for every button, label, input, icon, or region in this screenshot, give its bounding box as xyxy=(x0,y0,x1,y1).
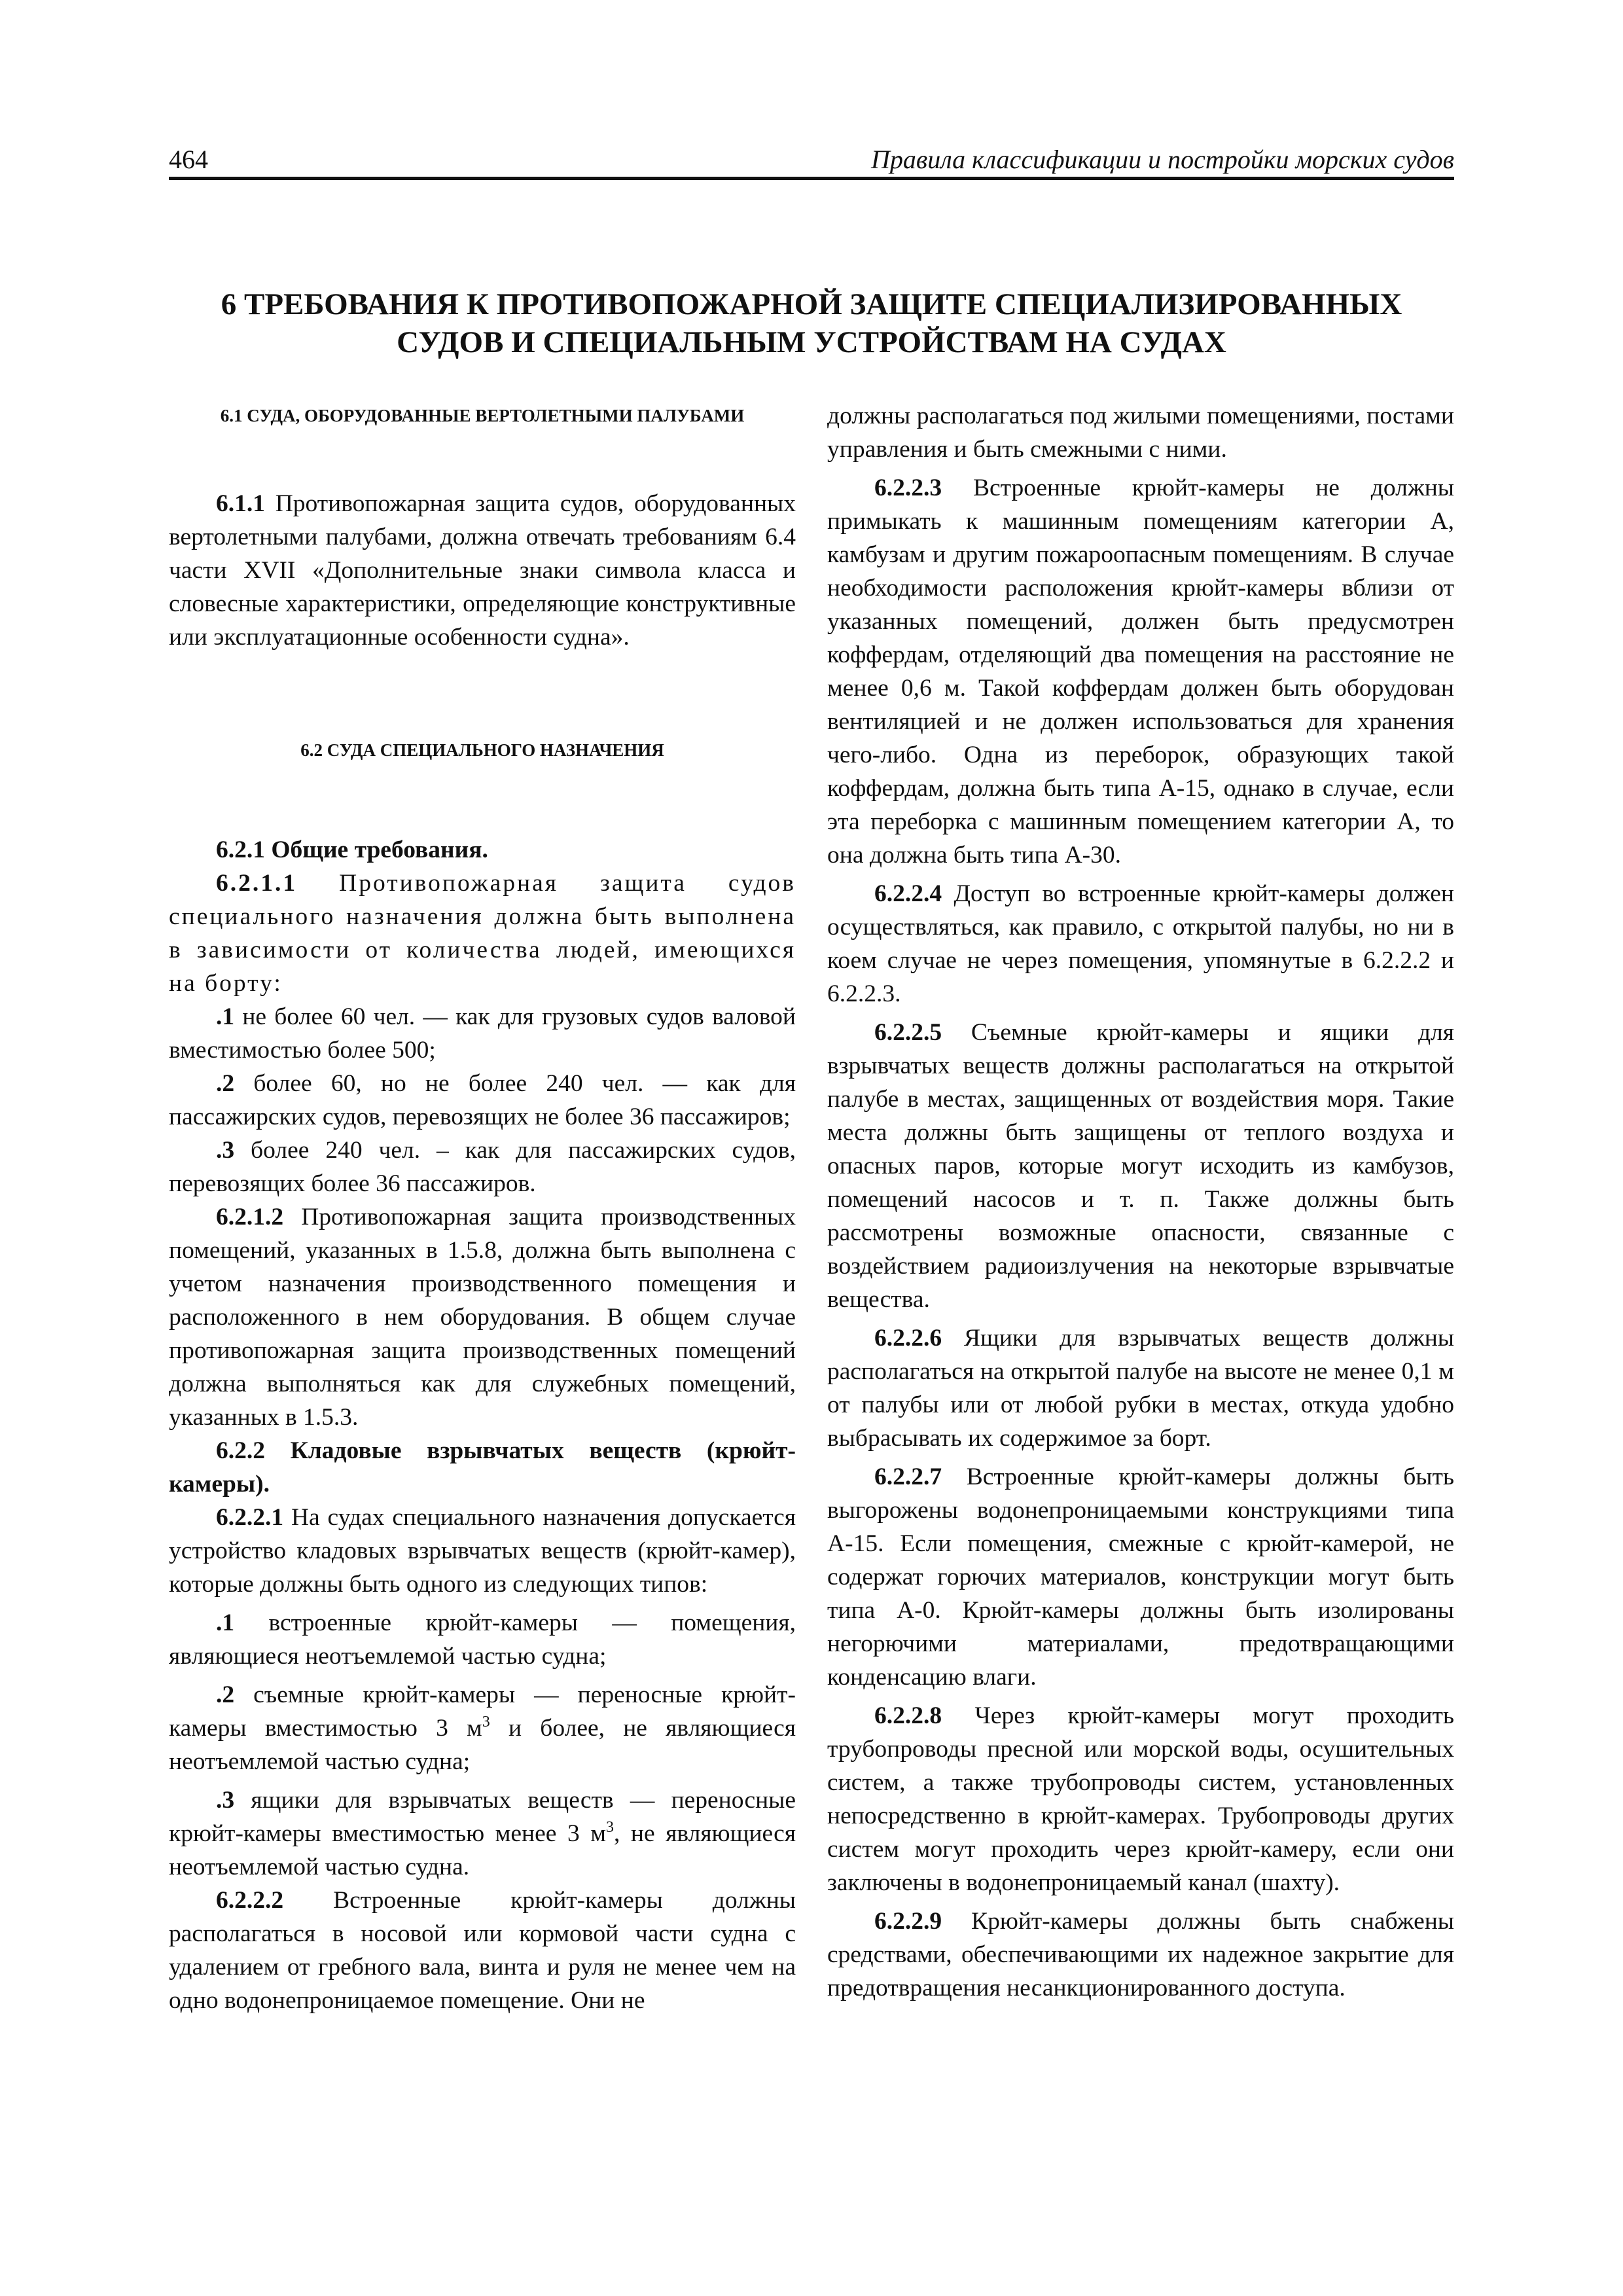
clause-number: 6.2.2.1 xyxy=(216,1504,284,1531)
paragraph-6-2-2-5 xyxy=(827,1016,1454,1316)
clause-number: 6.2.2.8 xyxy=(874,1702,942,1729)
paragraph-6-2-2-6 xyxy=(827,1321,1454,1455)
item-text: ящики для взрывчатых веществ — переносные крюйт-камеры вместимостью менее 3 м xyxy=(169,1787,796,1847)
clause-text: Встроенные крюйт-камеры не должны примыкать к машинным помещениям категории А, камбузам и другим пожароопасным помещениям. В случае необходимости расположения крюйт-камеры вблизи от указанных помещений, должен быть предусмотрен коффердам, отделяющий два помещения на расстояние не менее 0,6 м. Такой коффердам должен быть оборудован вентиляцией и не должен использоваться для хранения чего-либо. Одна из переборок, образующих такой коффердам, должна быть типа А-15, однако в случае, если эта переборка с машинным помещением категории А, то она должна быть типа А-30. xyxy=(827,475,1454,869)
header-rule xyxy=(169,177,1454,180)
paragraph-6-2-1-2 xyxy=(169,1200,796,1434)
subsection-6-2-1: 6.2.1 Общие требования. xyxy=(216,836,488,863)
paragraph-6-2-2-1 xyxy=(169,1501,796,1601)
item-text: и более, не являющиеся неотъемлемой частью судна; xyxy=(169,1715,796,1775)
clause-number: 6.2.2.7 xyxy=(874,1463,942,1490)
clause-text: Противопожарная защита судов специального назначения должна быть выполнена в зависимости от количества людей, имеющихся на борту: xyxy=(169,870,796,997)
paragraph-6-2-2-7 xyxy=(827,1460,1454,1694)
list-item xyxy=(169,1067,796,1134)
item-number: .1 xyxy=(216,1003,235,1030)
page-number: 464 xyxy=(169,145,208,174)
item-text: съемные крюйт-камеры — переносные крюйт-камеры вместимостью 3 м xyxy=(169,1681,796,1742)
clause-text: Съемные крюйт-камеры и ящики для взрывчатых веществ должны располагаться на открытой палубе в местах, защищенных от воздействия моря. Такие места должны быть защищены от теплого воздуха и опасных паров, которые могут исходить из камбузов, помещений насосов и т. п. Также должны быть рассмотрены возможные опасности, связанные с воздействием радиоизлучения на некоторые взрывчатые вещества. xyxy=(827,1019,1454,1313)
clause-text: Встроенные крюйт-камеры должны быть выгорожены водонепроницаемыми конструкциями типа А-15. Если помещения, смежные с крюйт-камерой, не содержат горючих материалов, конструкции могут быть типа А-0. Крюйт-камеры должны быть изолированы негорючими материалами, предотвращающими конденсацию влаги. xyxy=(827,1463,1454,1691)
item-number: .2 xyxy=(216,1681,235,1708)
left-column xyxy=(169,399,796,2017)
clause-number: 6.2.1.1 xyxy=(216,870,298,897)
clause-text: Через крюйт-камеры могут проходить трубопроводы пресной или морской воды, осушительных систем, а также трубопроводы систем, установленных непосредственно в крюйт-камерах. Трубопроводы других систем могут проходить через крюйт-камеру, если они заключены в водонепроницаемый канал (шахту). xyxy=(827,1702,1454,1896)
paragraph-6-2-2-8 xyxy=(827,1699,1454,1899)
list-item xyxy=(169,1000,796,1067)
clause-number: 6.2.1.2 xyxy=(216,1204,284,1230)
paragraph-6-2-2-9 xyxy=(827,1905,1454,2005)
item-number: .3 xyxy=(216,1137,235,1164)
clause-text: Ящики для взрывчатых веществ должны располагаться на открытой палубе на высоте не менее 0,1 м от палубы или от любой рубки в местах, откуда удобно выбрасывать их содержимое за борт. xyxy=(827,1325,1454,1452)
section-heading-6-1: 6.1 СУДА, ОБОРУДОВАННЫЕ ВЕРТОЛЕТНЫМИ ПАЛУБАМИ xyxy=(220,406,745,425)
item-text: более 240 чел. – как для пассажирских судов, перевозящих более 36 пассажиров. xyxy=(169,1137,796,1197)
item-text: не более 60 чел. — как для грузовых судов валовой вместимостью более 500; xyxy=(169,1003,796,1064)
paragraph-6-2-2-2 xyxy=(169,1884,796,2017)
clause-text: Встроенные крюйт-камеры должны располагаться в носовой или кормовой части судна с удалением от гребного вала, винта и руля не менее чем на одно водонепроницаемое помещение. Они не xyxy=(169,1887,796,2014)
clause-number: 6.2.2.4 xyxy=(874,880,942,907)
list-item xyxy=(169,1784,796,1884)
running-title: Правила классификации и постройки морских судов xyxy=(870,145,1454,174)
item-number: .2 xyxy=(216,1070,235,1097)
clause-text: Крюйт-камеры должны быть снабжены средствами, обеспечивающими их надежное закрытие для предотвращения несанкционированного доступа. xyxy=(827,1908,1454,2001)
right-column xyxy=(827,399,1454,2005)
chapter-title: 6 ТРЕБОВАНИЯ К ПРОТИВОПОЖАРНОЙ ЗАЩИТЕ СПЕЦИАЛИЗИРОВАННЫХ СУДОВ И СПЕЦИАЛЬНЫМ УСТРОЙСТВАМ НА СУДАХ xyxy=(221,287,1402,359)
paragraph-6-2-2-4 xyxy=(827,877,1454,1011)
clause-number: 6.2.2.3 xyxy=(874,475,942,501)
clause-number: 6.2.2.9 xyxy=(874,1908,942,1935)
clause-number: 6.1.1 xyxy=(216,490,265,517)
item-text: , не являющиеся неотъемлемой частью судна. xyxy=(169,1820,796,1880)
clause-number: 6.2.2.6 xyxy=(874,1325,942,1352)
superscript: 3 xyxy=(482,1713,490,1731)
clause-text: Доступ во встроенные крюйт-камеры должен осуществляться, как правило, с открытой палубы, но ни в коем случае не через помещения, упомянутые в 6.2.2.2 и 6.2.2.3. xyxy=(827,880,1454,1007)
superscript: 3 xyxy=(605,1819,614,1836)
paragraph-6-2-1-1 xyxy=(169,867,796,1000)
clause-text: Противопожарная защита производственных помещений, указанных в 1.5.8, должна быть выполнена с учетом назначения производственного помещения и расположенного в нем оборудования. В общем случае противопожарная защита производственных помещений должна выполняться как для служебных помещений, указанных в 1.5.3. xyxy=(169,1204,796,1431)
item-number: .1 xyxy=(216,1609,235,1636)
list-item xyxy=(169,1134,796,1200)
section-heading-6-2: 6.2 СУДА СПЕЦИАЛЬНОГО НАЗНАЧЕНИЯ xyxy=(300,740,664,760)
clause-number: 6.2.2.5 xyxy=(874,1019,942,1046)
clause-number: 6.2.2.2 xyxy=(216,1887,284,1914)
subsection-6-2-2: 6.2.2 Кладовые взрывчатых веществ (крюйт-камеры). xyxy=(169,1437,796,1498)
clause-text: На судах специального назначения допускается устройство кладовых взрывчатых веществ (крюйт-камер), которые должны быть одного из следующих типов: xyxy=(169,1504,796,1598)
paragraph-continuation: должны располагаться под жилыми помещениями, постами управления и быть смежными с ними. xyxy=(827,403,1454,463)
paragraph-6-1-1 xyxy=(169,487,796,654)
item-text: встроенные крюйт-камеры — помещения, являющиеся неотъемлемой частью судна; xyxy=(169,1609,796,1670)
clause-text: Противопожарная защита судов, оборудованных вертолетными палубами, должна отвечать требованиям 6.4 части XVII «Дополнительные знаки символа класса и словесные характеристики, определяющие конструктивные или эксплуатационные особенности судна». xyxy=(169,490,796,651)
item-text: более 60, но не более 240 чел. — как для пассажирских судов, перевозящих не более 36 пассажиров; xyxy=(169,1070,796,1130)
list-item xyxy=(169,1678,796,1778)
list-item xyxy=(169,1606,796,1673)
item-number: .3 xyxy=(216,1787,235,1814)
paragraph-6-2-2-3 xyxy=(827,471,1454,872)
